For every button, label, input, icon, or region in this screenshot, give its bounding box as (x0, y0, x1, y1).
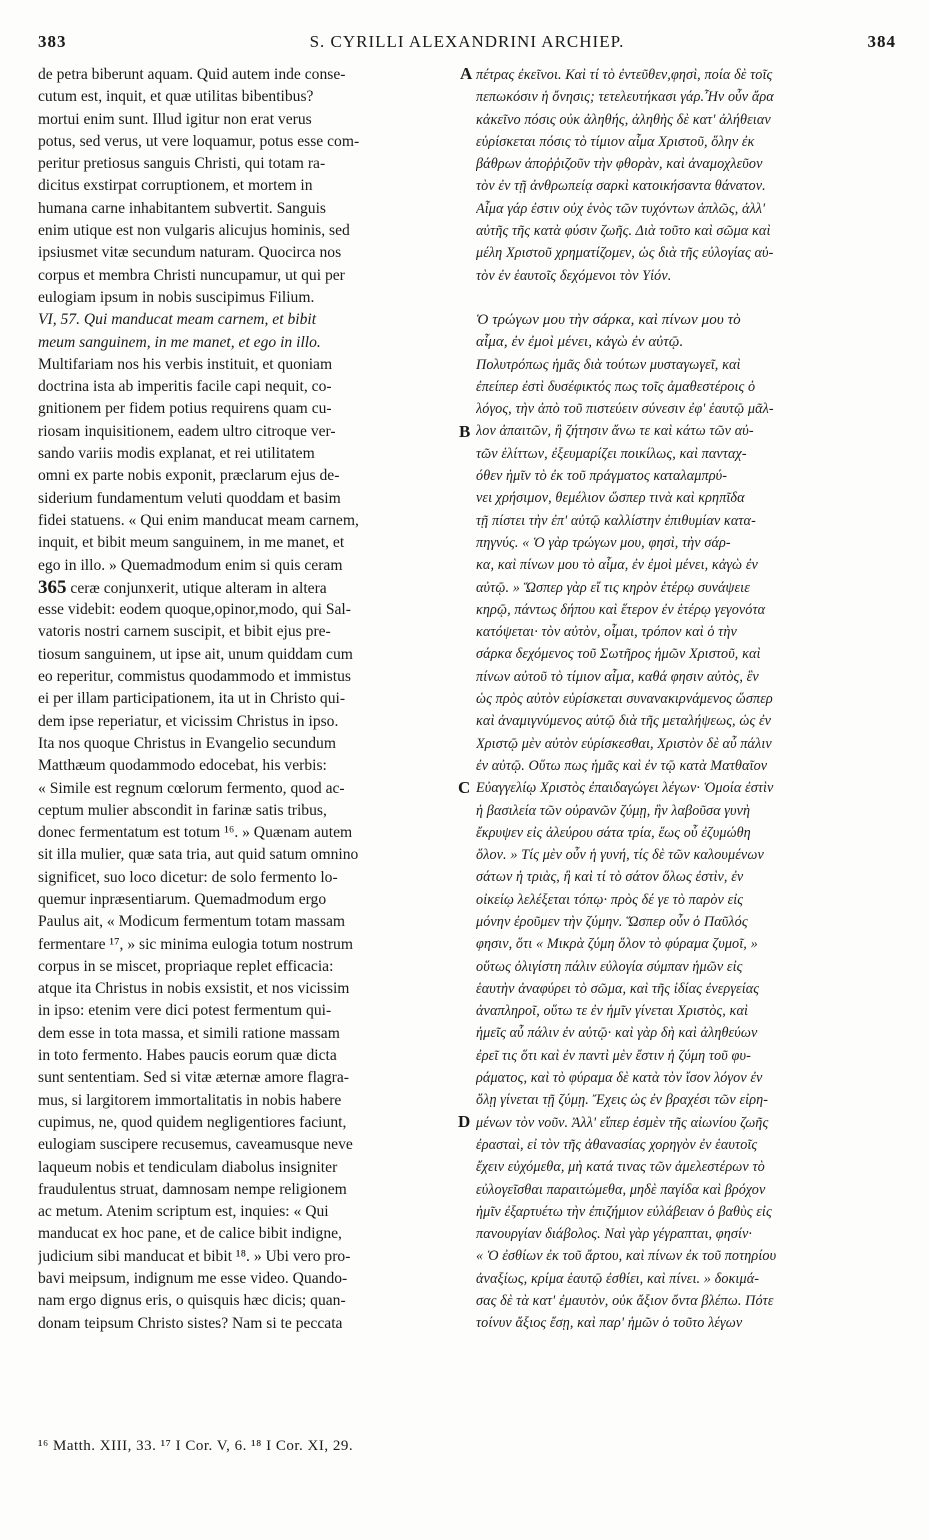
text-line: nam ergo dignus eris, o quisquis hæc dicis; quan- (38, 1292, 346, 1310)
text-line: humana carne inhabitantem subvertit. Sanguis (38, 199, 326, 217)
text-line: ἐρεῖ τις ὅτι καὶ ἐν παντὶ μὲν ἔστιν ἡ ζύμη τοῦ φυ- (476, 1047, 751, 1064)
text-line: dicitus exstirpat corruptionem, et mortem in (38, 177, 313, 195)
text-line: εὐλογεῖσθαι παραιτώμεθα, μηδὲ παγίδα καὶ βρόχον (476, 1181, 766, 1198)
text-line: ipsiusmet vitæ secundum naturam. Quocirca nos (38, 244, 342, 262)
text-line: Ita nos quoque Christus in Evangelio secundum (38, 734, 336, 752)
text-line: peritur pretiosus sanguis Christi, qui totam ra- (38, 155, 326, 173)
text-line: de petra biberunt aquam. Quid autem inde conse- (38, 66, 346, 83)
text-line: VI, 57. Qui manducat meam carnem, et bibit (38, 311, 317, 329)
text-line: omni ex parte nobis exponit, præclarum ejus de- (38, 467, 340, 485)
text-line: σας δὲ τὰ κατ' ἐμαυτὸν, οὐκ ἄξιον ὄντα βλέπω. Πότε (476, 1293, 774, 1310)
text-line: μέλη Χριστοῦ χρηματίζομεν, ὡς διὰ τῆς εὐλογίας αὐ- (476, 245, 774, 262)
text-line: πίνων αὐτοῦ τὸ τίμιον αἷμα, καθά φησιν αὐτὸς, ἓν (476, 668, 759, 685)
text-line: φησιν, ὅτι « Μικρὰ ζύμη ὅλον τὸ φύραμα ζυμοῖ, » (476, 936, 758, 953)
greek-column (476, 64, 894, 1335)
text-line: τῇ πίστει τὴν ἐπ' αὐτῷ καλλίστην ἐπιθυμίαν κατα- (476, 512, 756, 529)
margin-letter-a: A (460, 64, 473, 83)
text-line: ceptum mulier abscondit in farinæ satis tribus, (38, 801, 327, 819)
text-line: Εὐαγγελίῳ Χριστὸς ἐπαιδαγώγει λέγων· Ὁμοία ἐστὶν (476, 780, 774, 797)
text-line: eulogiam suscipere recusemus, caveamusque neve (38, 1136, 353, 1154)
text-line: mus, si largitorem immortalitatis in nobis habere (38, 1091, 342, 1109)
text-line: sit illa mulier, quæ sata tria, aut quid satum omnino (38, 846, 359, 864)
text-line: vatoris nostri carnem suscipit, et bibit ejus pre- (38, 623, 331, 641)
text-line: ἐρασταὶ, εἰ τὸν τῆς ἀθανασίας χορηγὸν ἐν ἑαυτοῖς (476, 1136, 758, 1153)
text-line: donam teipsum Christo sistes? Nam si te peccata (38, 1314, 343, 1332)
running-title: S. CYRILLI ALEXANDRINI ARCHIEP. (309, 32, 625, 51)
margin-letter-c: C (458, 778, 471, 797)
text-line: κατόψεται· τὸν αὐτὸν, οἶμαι, τρόπον καὶ ὁ τὴν (476, 624, 737, 641)
text-line: Πολυτρόπως ἡμᾶς διὰ τούτων μυσταγωγεῖ, καὶ (476, 356, 741, 373)
running-header (38, 32, 896, 56)
text-line: ei per illam participationem, ita ut in Christo qui- (38, 690, 346, 708)
text-line: όθεν ἡμῖν τὸ ἐκ τοῦ πράγματος καταλαμπρύ- (476, 468, 728, 485)
text-line: Multifariam nos his verbis instituit, et quoniam (38, 355, 333, 373)
margin-letter-b: B (459, 422, 471, 441)
text-line: πηγνύς. « Ὁ γὰρ τρώγων μου, φησὶ, τὴν σάρ- (476, 534, 731, 551)
text-line (38, 577, 456, 599)
text-line: in ipso: etenim vere dici potest fermentum qui- (38, 1002, 332, 1020)
text-line: atque ita Christus in nobis exsistit, et nos vicissim (38, 980, 350, 998)
text-line: μένων τὸν νοῦν. Ἀλλ' εἴπερ ἐσμὲν τῆς αἰωνίου ζωῆς (476, 1114, 769, 1131)
text-line: οὕτως ὀλιγίστη πάλιν εὐλογία σύμπαν ἡμῶν εἰς (476, 958, 743, 975)
text-line: ὅλον. » Τίς μὲν οὖν ἡ γυνή, τίς δὲ τῶν καλουμένων (476, 847, 764, 864)
text-line: dem ipse reperiatur, et vicissim Christus in ipso. (38, 712, 339, 730)
text-line: eo reperitur, commistus quodammodo et immistus (38, 668, 351, 686)
text-line: λον ἀπαιτῶν, ἢ ζήτησιν ἄνω τε καὶ κάτω τῶν αὐ- (476, 423, 754, 440)
text-line: corpus in se miscet, propriaque replet efficacia: (38, 957, 334, 975)
margin-letter-d: D (458, 1112, 471, 1131)
text-line: αὐτῆς τῆς κατὰ φύσιν ζωῆς. Διὰ τοῦτο καὶ σῶμα καὶ (476, 223, 771, 240)
text-line: ac metum. Atenim scriptum est, inquies: « Qui (38, 1203, 329, 1221)
text-line: in toto fermento. Habes paucis eorum quæ dicta (38, 1047, 337, 1065)
text-line: siderium fundamentum veluti quoddam et basim (38, 489, 341, 507)
text-line: laqueum nobis et tendiculam diabolus insigniter (38, 1158, 338, 1176)
text-line: ἡ βασιλεία τῶν οὐρανῶν ζύμῃ, ἣν λαβοῦσα γυνὴ (476, 802, 751, 819)
text-line: Matthæum quodammodo edocebat, his verbis: (38, 757, 327, 775)
text-line: ἡμεῖς αὖ πάλιν ἐν αὐτῷ· καὶ γὰρ δὴ καὶ ἀληθεύων (476, 1025, 758, 1042)
text-line: fermentare ¹⁷, » sic minima eulogia totum nostrum (38, 935, 353, 953)
text-line: riosam inquisitionem, eadem ultro citroque ver- (38, 422, 336, 440)
text-line: τοίνυν ἄξιος ἔσῃ, καὶ παρ' ἡμῶν ὁ τοῦτο λέγων (476, 1315, 743, 1332)
text-line: πέτρας ἐκεῖνοι. Καὶ τί τὸ ἐντεῦθεν,φησὶ, ποία δὲ τοῖς (476, 67, 773, 83)
text-line: corpus et membra Christi nuncupamur, ut qui per (38, 266, 345, 284)
text-line: potus, sed verus, ut vere loquamur, potus esse com- (38, 132, 360, 150)
text-line: ὅλῃ γίνεται τῇ ζύμῃ. Ἔχεις ὡς ἐν βραχέσι τῶν εἰρη- (476, 1092, 769, 1109)
text-line: εὑρίσκεται πόσις τὸ τίμιον αἷμα Χριστοῦ, ὅλην ἐκ (476, 133, 755, 150)
text-line: πανουργίαν διάβολος. Ναὶ γὰρ γέγραπται, φησίν· (476, 1226, 753, 1243)
text-line: inquit, et bibit meum sanguinem, in me manet, et (38, 534, 345, 552)
text-line: ἐν αὐτῷ. Οὕτω πως ἡμᾶς καὶ ἐν τῷ κατὰ Ματθαῖον (476, 757, 768, 774)
text-line: κἀκεῖνο πόσις οὐκ ἀληθής, ἀληθὴς δὲ κατ' ἀλήθειαν (476, 111, 771, 128)
page-number-right: 384 (867, 32, 896, 51)
text-line: fraudulentus struat, damnosam nempe religionem (38, 1180, 347, 1198)
text-line: sando variis modis explanat, et rei utilitatem (38, 445, 315, 463)
text-line: ἀναξίως, κρίμα ἑαυτῷ ἐσθίει, καὶ πίνει. » δοκιμά- (476, 1270, 760, 1287)
text-line: ἡμῖν ἐξαρτυέτω τὴν ἐπιζήμιον εὐλάβειαν ὁ βαθὺς εἰς (476, 1203, 772, 1220)
text-line: judicium sibi manducat et bibit ¹⁸. » Ubi vero pro- (38, 1247, 351, 1265)
text-line: βάθρων ἀποῤῥιζοῦν τὴν φθορὰν, καὶ ἀναμοχλεῦον (476, 156, 763, 173)
text-fragment: ceræ conjunxerit, utique alteram in altera (66, 579, 327, 597)
text-line: σάτων ἡ τριὰς, ἢ καὶ τί τὸ σάτον ὅλως ἐστὶν, ἐν (476, 869, 744, 886)
text-line: Αἷμα γάρ ἐστιν οὐχ ἑνὸς τῶν τυχόντων ἁπλῶς, ἀλλ' (476, 200, 766, 217)
text-line: λόγος, τὴν ἀπὸ τοῦ πιστεύειν σύνεσιν ἐφ' ἑαυτῷ μᾶλ- (476, 401, 774, 418)
latin-column (38, 64, 456, 1335)
text-line: τὸν ἐν ἑαυτοῖς δεχόμενοι τὸν Υἱόν. (476, 267, 672, 284)
text-line: significet, suo loco dicetur: de solo fermento lo- (38, 868, 338, 886)
column-number: 365 (38, 576, 67, 598)
text-line: dem esse in tota massa, et simili ratione massam (38, 1024, 340, 1042)
text-line: οἰκείῳ λελέξεται τόπῳ· πρὸς δέ γε τὸ παρὸν εἰς (476, 891, 744, 908)
text-line: donec fermentatum est totum ¹⁶. » Quænam autem (38, 824, 353, 842)
text-line: Χριστῷ μὲν αὐτὸν εὑρίσκεσθαι, Χριστὸν δὲ αὖ πάλιν (476, 735, 772, 752)
text-line: tiosum sanguinem, ut ipse ait, unum quiddam cum (38, 645, 353, 663)
paragraph-gap (476, 287, 894, 309)
text-line: ego in illo. » Quemadmodum enim si quis ceram (38, 556, 343, 574)
text-line: αἷμα, ἐν ἐμοὶ μένει, κἀγὼ ἐν αὐτῷ. (476, 334, 684, 351)
text-line: meum sanguinem, in me manet, et ego in illo. (38, 333, 321, 351)
text-line: mortui enim sunt. Illud igitur non erat verus (38, 110, 312, 128)
text-line: fidei statuens. « Qui enim manducat meam carnem, (38, 511, 359, 529)
text-line: gnitionem per fidem potius requirens quam cu- (38, 400, 332, 418)
text-line: quemur inpræsentiarum. Quemadmodum ergo (38, 890, 327, 908)
text-line: κα, καὶ πίνων μου τὸ αἷμα, ἐν ἐμοὶ μένει, κἀγὼ ἐν (476, 557, 758, 574)
page-number-left: 383 (38, 32, 67, 51)
text-line: ράματος, καὶ τὸ φύραμα δὲ κατὰ τὸν ἴσον λόγον ἐν (476, 1070, 763, 1087)
text-line: ἔχειν εὐχόμεθα, μὴ κατά τινας τῶν ἀμελεστέρων τὸ (476, 1159, 765, 1176)
text-line: enim utique est non vulgaris alicujus hominis, sed (38, 222, 350, 240)
text-line: manducat ex hoc pane, et de calice bibit indigne, (38, 1225, 342, 1243)
text-line: τῶν ἑλίττων, ἐξευμαρίζει ποικίλως, καὶ πανταχ- (476, 445, 747, 462)
text-line: κηρῷ, πάντως δήπου καὶ ἕτερον ἐν ἑτέρῳ γεγονότα (476, 601, 766, 618)
text-line: « Ὁ ἐσθίων ἐκ τοῦ ἄρτου, καὶ πίνων ἐκ τοῦ ποτηρίου (476, 1248, 777, 1265)
footnotes: ¹⁶ Matth. XIII, 33. ¹⁷ I Cor. V, 6. ¹⁸ I Cor. XI, 29. (38, 1438, 354, 1454)
text-line: αὐτῷ. » Ὥσπερ γὰρ εἴ τις κηρὸν ἑτέρῳ συνάψειε (476, 579, 750, 596)
text-line: Paulus ait, « Modicum fermentum totam massam (38, 913, 346, 931)
text-line: esse videbit: eodem quoque,opinor,modo, qui Sal- (38, 601, 351, 619)
text-line: eulogiam ipsum in nobis suscipimus Filium. (38, 288, 315, 306)
text-line: ἑαυτὴν ἀναφύρει τὸ σῶμα, καὶ τῆς ἰδίας ἐνεργείας (476, 980, 760, 997)
text-line: ἔκρυψεν εἰς ἀλεύρου σάτα τρία, ἕως οὗ ἐζυμώθη (476, 824, 751, 841)
text-line: ἀναπληροῖ, οὕτω τε ἐν ἡμῖν γίνεται Χριστὸς, καὶ (476, 1003, 749, 1020)
text-line: σάρκα δεχόμενος τοῦ Σωτῆρος ἡμῶν Χριστοῦ, καὶ (476, 646, 761, 663)
text-line: cutum est, inquit, et quæ utilitas bibentibus? (38, 88, 314, 106)
text-line: bavi meipsum, indignum me esse video. Quando- (38, 1270, 348, 1288)
text-line: ὡς πρὸς αὐτὸν εὑρίσκεται συνανακιρνάμενος ὥσπερ (476, 691, 773, 708)
text-line: νει χρήσιμον, θεμέλιον ὥσπερ τινὰ καὶ κρηπῖδα (476, 490, 745, 507)
text-line: τὸν ἐν τῇ ἀνθρωπείᾳ σαρκὶ κατοικήσαντα θάνατον. (476, 178, 766, 195)
text-line: πεπωκόσιν ἡ ὄνησις; τετελευτήκασι γάρ.Ἦν οὖν ἄρα (476, 89, 774, 106)
text-line: « Simile est regnum cœlorum fermento, quod ac- (38, 779, 345, 797)
text-line: ἐπείπερ ἐστὶ δυσέφικτός πως τοῖς ἀμαθεστέροις ὁ (476, 378, 756, 395)
text-line: Ὁ τρώγων μου τὴν σάρκα, καὶ πίνων μου τὸ (476, 311, 741, 328)
text-line: doctrina ista ab imperitis facile capi nequit, co- (38, 378, 332, 396)
text-line: cupimus, ne, quod quidem negligentiores faciunt, (38, 1113, 347, 1131)
text-line: καὶ ἀναμιγνύμενος αὐτῷ διὰ τῆς μεταλήψεως, ὡς ἐν (476, 713, 772, 730)
text-line: μόνην ἐροῦμεν τὴν ζύμην. Ὥσπερ οὖν ὁ Παῦλός (476, 913, 748, 930)
text-line: sunt sententiam. Sed si vitæ æternæ amore flagra- (38, 1069, 349, 1087)
